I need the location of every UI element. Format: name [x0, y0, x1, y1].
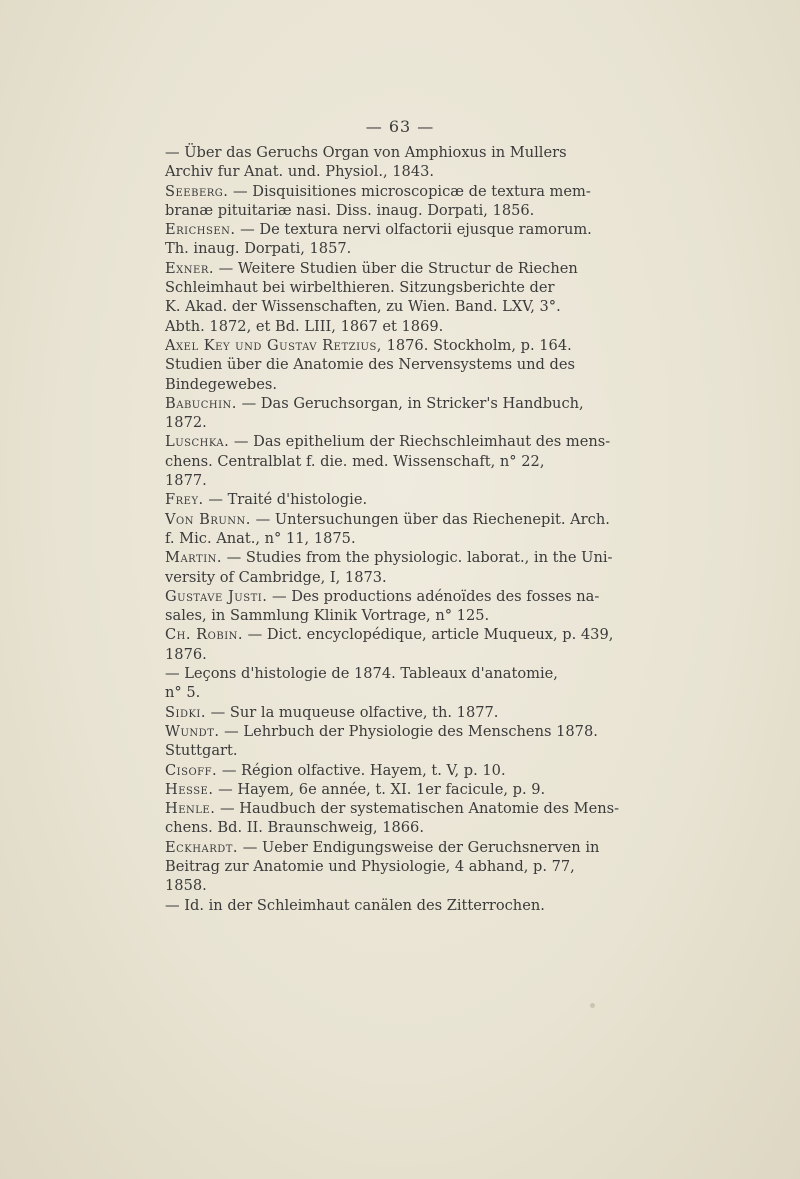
entry-line: Bindegewebes.: [165, 375, 277, 393]
bibliography-entry: [165, 220, 630, 259]
entry-line: — De textura nervi olfactorii ejusque ramorum.: [235, 221, 592, 239]
entry-line: versity of Cambridge, I, 1873.: [165, 568, 387, 586]
entry-line: — Id. in der Schleimhaut canälen des Zitterrochen.: [165, 896, 545, 914]
bibliography-entry: [165, 664, 630, 703]
entry-author: Hesse.: [165, 780, 214, 798]
bibliography: [165, 143, 630, 915]
entry-line: — Untersuchungen über das Riechenepit. Arch.: [250, 510, 610, 528]
bibliography-entry: [165, 722, 630, 761]
entry-line: n° 5.: [165, 684, 201, 702]
entry-line: — Région olfactive. Hayem, t. V, p. 10.: [217, 761, 506, 779]
entry-line: chens. Bd. II. Braunschweig, 1866.: [165, 819, 424, 837]
entry-line: chens. Centralblat f. die. med. Wissenschaft, n° 22,: [165, 452, 545, 470]
entry-line: Schleimhaut bei wirbelthieren. Sitzungsberichte der: [165, 279, 555, 297]
bibliography-entry: [165, 625, 630, 664]
bibliography-entry: [165, 259, 630, 336]
entry-line: — Haudbuch der systematischen Anatomie des Mens-: [215, 800, 620, 818]
entry-line: — Traité d'histologie.: [203, 491, 368, 509]
entry-line: Beitrag zur Anatomie und Physiologie, 4 abhand, p. 77,: [165, 857, 575, 875]
entry-author: Cisoff.: [165, 761, 218, 779]
entry-line: — Lehrbuch der Physiologie des Menschens 1878.: [219, 722, 598, 740]
entry-line: — Leçons d'histologie de 1874. Tableaux d'anatomie,: [165, 665, 558, 683]
entry-line: — Des productions adénoïdes des fosses na-: [267, 587, 600, 605]
entry-author: Wundt.: [165, 722, 220, 740]
entry-author: Babuchin.: [165, 394, 237, 412]
entry-line: — Weitere Studien über die Structur de Riechen: [214, 259, 578, 277]
entry-line: — Disquisitiones microscopicæ de textura mem-: [228, 182, 591, 200]
entry-line: — Das Geruchsorgan, in Stricker's Handbuch,: [236, 394, 584, 412]
entry-line: K. Akad. der Wissenschaften, zu Wien. Band. LXV, 3°.: [165, 298, 561, 316]
entry-line: — Ueber Endigungsweise der Geruchsnerven in: [238, 838, 600, 856]
entry-line: 1858.: [165, 877, 207, 895]
bibliography-entry: [165, 548, 630, 587]
bibliography-entry: [165, 143, 630, 182]
entry-line: f. Mic. Anat., n° 11, 1875.: [165, 529, 356, 547]
entry-line: — Das epithelium der Riechschleimhaut des mens-: [229, 433, 611, 451]
entry-line: 1876. Stockholm, p. 164.: [381, 336, 572, 354]
entry-line: Abth. 1872, et Bd. LIII, 1867 et 1869.: [165, 317, 444, 335]
entry-author: Luschka.: [165, 433, 230, 451]
bibliography-entry: [165, 432, 630, 490]
bibliography-entry: [165, 182, 630, 221]
entry-author: Seeberg.: [165, 182, 229, 200]
bibliography-entry: [165, 896, 630, 915]
entry-line: sales, in Sammlung Klinik Vortrage, n° 125.: [165, 607, 490, 625]
entry-line: — Hayem, 6e année, t. XI. 1er facicule, p. 9.: [213, 780, 546, 798]
bibliography-entry: [165, 703, 630, 722]
entry-line: — Über das Geruchs Organ von Amphioxus in Mullers: [165, 144, 567, 161]
entry-author: Gustave Justi.: [165, 587, 268, 605]
entry-line: 1876.: [165, 645, 207, 663]
entry-author: Eckhardt.: [165, 838, 239, 856]
entry-author: Martin.: [165, 549, 223, 567]
entry-line: 1877.: [165, 472, 207, 490]
entry-author: Axel Key und Gustav Retzius,: [165, 336, 382, 354]
entry-author: Erichsen.: [165, 221, 236, 239]
entry-author: Henle.: [165, 800, 216, 818]
bibliography-entry: [165, 838, 630, 896]
entry-line: Stuttgart.: [165, 742, 238, 760]
entry-line: — Sur la muqueuse olfactive, th. 1877.: [206, 703, 499, 721]
bibliography-entry: [165, 780, 630, 799]
entry-author: Sidki.: [165, 703, 207, 721]
entry-line: — Dict. encyclopédique, article Muqueux, p. 439,: [243, 626, 614, 644]
bibliography-entry: [165, 490, 630, 509]
bibliography-entry: [165, 510, 630, 549]
entry-author: Exner.: [165, 259, 214, 277]
bibliography-entry: [165, 761, 630, 780]
page-number: — 63 —: [365, 117, 435, 136]
paper-blemish: [590, 1003, 595, 1008]
entry-line: — Studies from the physiologic. laborat., in the Uni-: [222, 549, 613, 567]
bibliography-entry: [165, 587, 630, 626]
bibliography-entry: [165, 336, 630, 394]
entry-line: Th. inaug. Dorpati, 1857.: [165, 240, 352, 258]
entry-line: branæ pituitariæ nasi. Diss. inaug. Dorpati, 1856.: [165, 201, 535, 219]
bibliography-entry: [165, 394, 630, 433]
entry-line: Archiv fur Anat. und. Physiol., 1843.: [165, 163, 435, 181]
entry-author: Ch. Robin.: [165, 626, 244, 644]
bibliography-entry: [165, 799, 630, 838]
entry-author: Frey.: [165, 491, 204, 509]
entry-author: Von Brunn.: [165, 510, 251, 528]
entry-line: Studien über die Anatomie des Nervensystems und des: [165, 356, 576, 374]
entry-line: 1872.: [165, 414, 207, 432]
